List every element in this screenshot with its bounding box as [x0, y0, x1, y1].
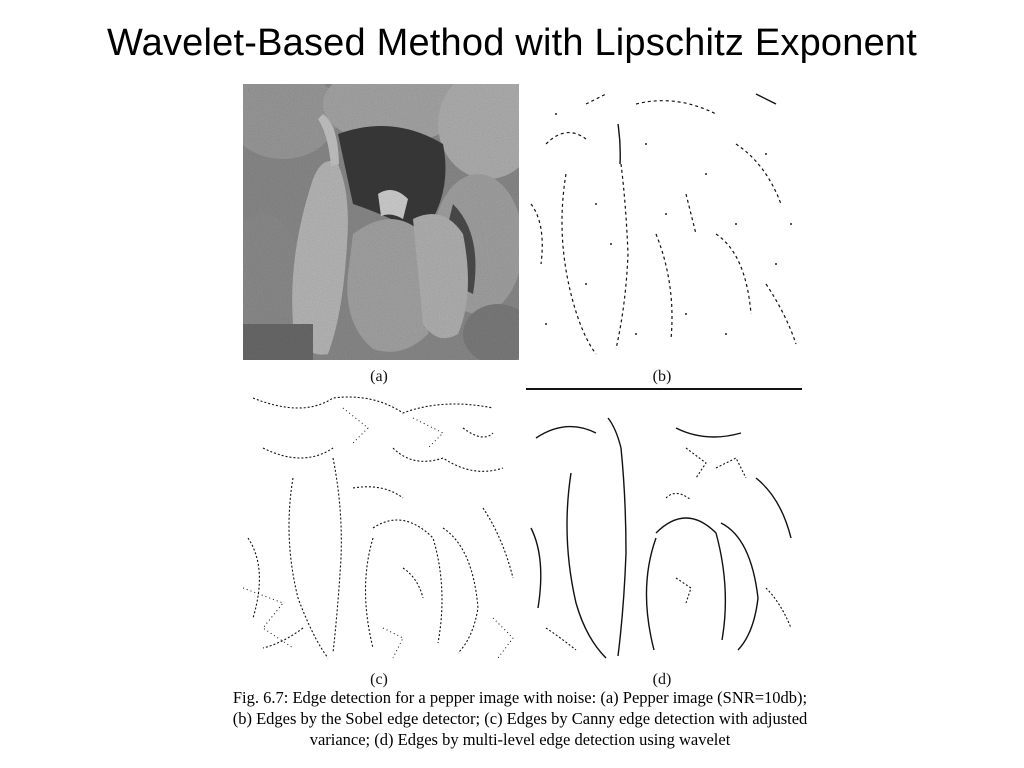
panel-label-c: (c) — [370, 671, 388, 688]
figure-caption — [170, 687, 870, 750]
caption-line-2: (b) Edges by the Sobel edge detector; (c) Edges by Canny edge detection with adjusted — [232, 709, 808, 728]
panel-label-b: (b) — [652, 368, 672, 385]
figure-panel-a-noisy-pepper-image — [243, 84, 519, 360]
figure-panel-d-wavelet-edges — [526, 388, 802, 664]
noisy-pepper-image — [243, 84, 519, 360]
panel-label-d: (d) — [652, 671, 672, 688]
caption-line-1: Fig. 6.7: Edge detection for a pepper image with noise: (a) Pepper image (SNR=10db); — [232, 688, 808, 707]
panel-label-a: (a) — [370, 368, 388, 385]
wavelet-edge-map — [526, 388, 802, 664]
figure-panel-c-canny-edges — [243, 388, 519, 664]
canny-edge-map — [243, 388, 519, 664]
caption-line-3: variance; (d) Edges by multi-level edge detection using wavelet — [309, 730, 731, 749]
sobel-edge-map — [526, 84, 802, 360]
figure-panel-b-sobel-edges — [526, 84, 802, 360]
slide-title: Wavelet-Based Method with Lipschitz Exponent — [106, 22, 918, 64]
